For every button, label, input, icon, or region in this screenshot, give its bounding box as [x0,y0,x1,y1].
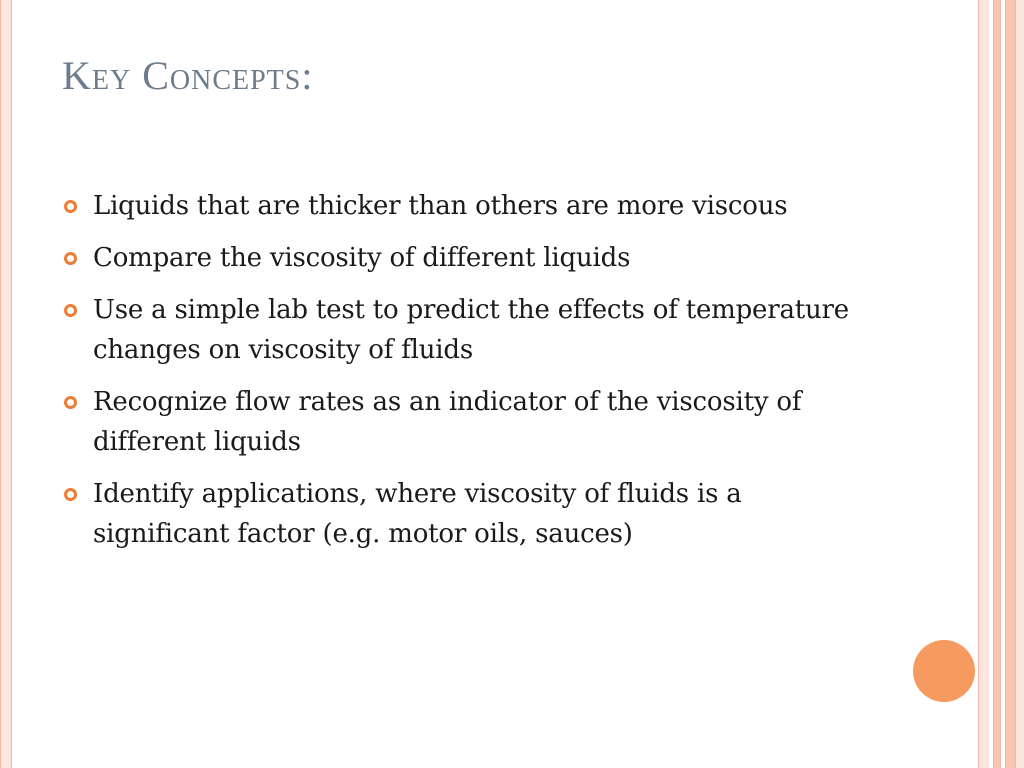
ring-bullet-icon [64,252,77,265]
bullet-text: Recognize flow rates as an indicator of the viscosity of different liquids [93,387,802,457]
bullet-item [64,238,864,278]
right-bar [993,0,1001,768]
bullet-text: Compare the viscosity of different liquids [93,243,631,273]
left-decorative-stripe [0,0,12,768]
right-decorative-bars [978,0,1024,768]
bullet-text: Use a simple lab test to predict the effects of temperature changes on viscosity of fluids [93,295,849,365]
bullet-text: Liquids that are thicker than others are more viscous [93,191,788,221]
bullet-item [64,474,864,554]
ring-bullet-icon [64,200,77,213]
right-bar [1015,0,1024,768]
bullet-item [64,290,864,370]
slide-title: Key Concepts: [62,53,314,98]
bullet-item [64,186,864,226]
accent-circle-decoration [913,640,975,702]
ring-bullet-icon [64,488,77,501]
bullet-list [64,186,864,566]
ring-bullet-icon [64,396,77,409]
right-bar [1005,0,1015,768]
bullet-text: Identify applications, where viscosity of fluids is a significant factor (e.g. motor oils, sauces) [93,479,742,549]
bullet-item [64,382,864,462]
ring-bullet-icon [64,304,77,317]
right-bar [978,0,989,768]
